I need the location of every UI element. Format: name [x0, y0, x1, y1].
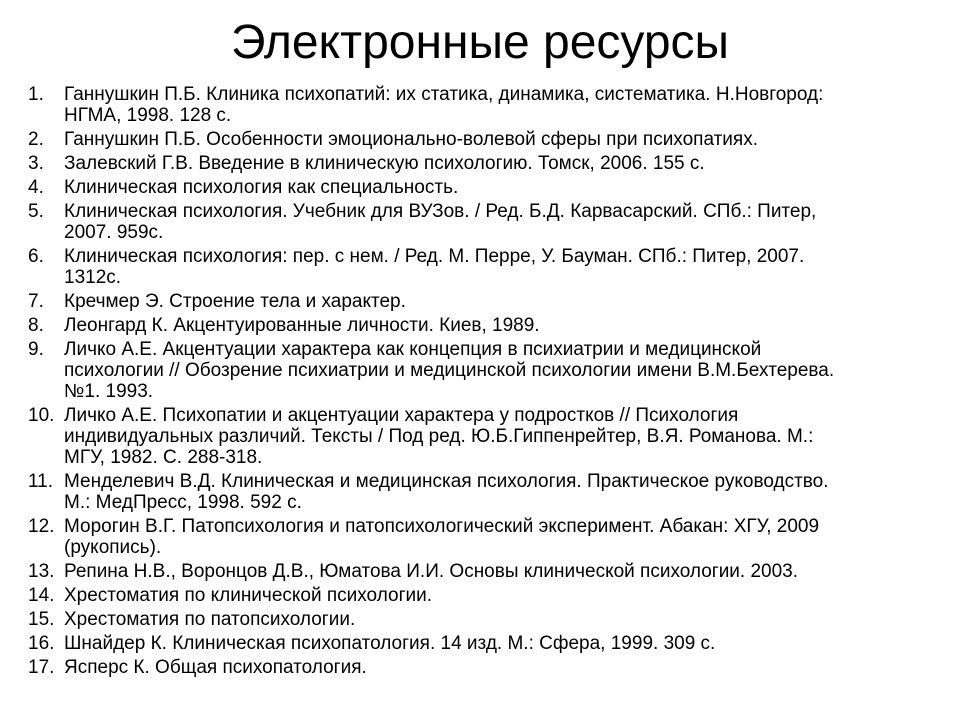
reference-number: 10.: [28, 405, 55, 426]
reference-item: [28, 405, 948, 468]
reference-item: [28, 153, 948, 174]
reference-item: [28, 471, 948, 513]
reference-line: Хрестоматия по патопсихологии.: [64, 609, 356, 630]
reference-text: [64, 315, 948, 336]
reference-number: 5.: [28, 201, 44, 222]
reference-line: Клиническая психология. Учебник для ВУЗов. / Ред. Б.Д. Карвасарский. СПб.: Питер,: [64, 201, 817, 222]
reference-item: [28, 291, 948, 312]
reference-line: Шнайдер К. Клиническая психопатология. 14 изд. М.: Сфера, 1999. 309 с.: [64, 633, 716, 654]
reference-item: [28, 585, 948, 606]
reference-line: Ясперс К. Общая психопатология.: [64, 657, 367, 678]
reference-number: 4.: [28, 177, 44, 198]
reference-item: [28, 84, 948, 126]
reference-text: [64, 177, 948, 198]
reference-item: [28, 201, 948, 243]
reference-item: [28, 315, 948, 336]
reference-line: №1. 1993.: [64, 381, 154, 402]
reference-item: [28, 516, 948, 558]
reference-line: Морогин В.Г. Патопсихология и патопсихологический эксперимент. Абакан: ХГУ, 2009: [64, 516, 820, 537]
reference-line: Клиническая психология как специальность.: [64, 177, 459, 198]
reference-text: [64, 633, 948, 654]
reference-text: [64, 471, 948, 513]
reference-item: [28, 561, 948, 582]
reference-item: [28, 246, 948, 288]
reference-number: 13.: [28, 561, 55, 582]
reference-line: (рукопись).: [64, 537, 162, 558]
reference-number: 2.: [28, 129, 44, 150]
reference-text: [64, 657, 948, 678]
reference-line: Хрестоматия по клинической психологии.: [64, 585, 433, 606]
reference-item: [28, 339, 948, 402]
reference-text: [64, 561, 948, 582]
reference-line: индивидуальных различий. Тексты / Под ред. Ю.Б.Гиппенрейтер, В.Я. Романова. М.:: [64, 426, 814, 447]
reference-item: [28, 657, 948, 678]
reference-list: [28, 84, 948, 681]
reference-line: Ганнушкин П.Б. Клиника психопатий: их статика, динамика, систематика. Н.Новгород:: [64, 84, 824, 105]
reference-item: [28, 633, 948, 654]
reference-text: [64, 84, 948, 126]
reference-number: 15.: [28, 609, 55, 630]
reference-item: [28, 609, 948, 630]
reference-line: Кречмер Э. Строение тела и характер.: [64, 291, 406, 312]
reference-line: М.: МедПресс, 1998. 592 с.: [64, 492, 302, 513]
reference-line: Ганнушкин П.Б. Особенности эмоционально-волевой сферы при психопатиях.: [64, 129, 758, 150]
reference-number: 7.: [28, 291, 44, 312]
reference-line: Залевский Г.В. Введение в клиническую психологию. Томск, 2006. 155 с.: [64, 153, 705, 174]
reference-text: [64, 516, 948, 558]
reference-line: Клиническая психология: пер. с нем. / Ред. М. Перре, У. Бауман. СПб.: Питер, 2007.: [64, 246, 805, 267]
reference-number: 1.: [28, 84, 44, 105]
reference-line: 1312с.: [64, 267, 122, 288]
reference-number: 8.: [28, 315, 44, 336]
reference-number: 9.: [28, 339, 44, 360]
reference-line: Менделевич В.Д. Клиническая и медицинская психология. Практическое руководство.: [64, 471, 829, 492]
reference-number: 17.: [28, 657, 55, 678]
reference-number: 16.: [28, 633, 55, 654]
reference-number: 11.: [28, 471, 54, 492]
reference-number: 6.: [28, 246, 44, 267]
reference-line: Личко А.Е. Психопатии и акцентуации характера у подростков // Психология: [64, 405, 739, 426]
reference-text: [64, 405, 948, 468]
reference-line: Репина Н.В., Воронцов Д.В., Юматова И.И. Основы клинической психологии. 2003.: [64, 561, 799, 582]
reference-line: Личко А.Е. Акцентуации характера как концепция в психиатрии и медицинской: [64, 339, 762, 360]
reference-line: НГМА, 1998. 128 с.: [64, 105, 232, 126]
reference-text: [64, 585, 948, 606]
reference-number: 14.: [28, 585, 55, 606]
reference-line: 2007. 959с.: [64, 222, 164, 243]
reference-number: 12.: [28, 516, 55, 537]
reference-text: [64, 129, 948, 150]
reference-text: [64, 339, 948, 402]
reference-text: [64, 246, 948, 288]
reference-number: 3.: [28, 153, 44, 174]
reference-item: [28, 177, 948, 198]
reference-text: [64, 153, 948, 174]
reference-line: психологии // Обозрение психиатрии и медицинской психологии имени В.М.Бехтерева.: [64, 360, 835, 381]
reference-item: [28, 129, 948, 150]
reference-text: [64, 291, 948, 312]
reference-text: [64, 201, 948, 243]
reference-text: [64, 609, 948, 630]
reference-line: МГУ, 1982. С. 288-318.: [64, 447, 263, 468]
reference-line: Леонгард К. Акцентуированные личности. Киев, 1989.: [64, 315, 540, 336]
slide-title: Электронные ресурсы: [230, 16, 730, 69]
